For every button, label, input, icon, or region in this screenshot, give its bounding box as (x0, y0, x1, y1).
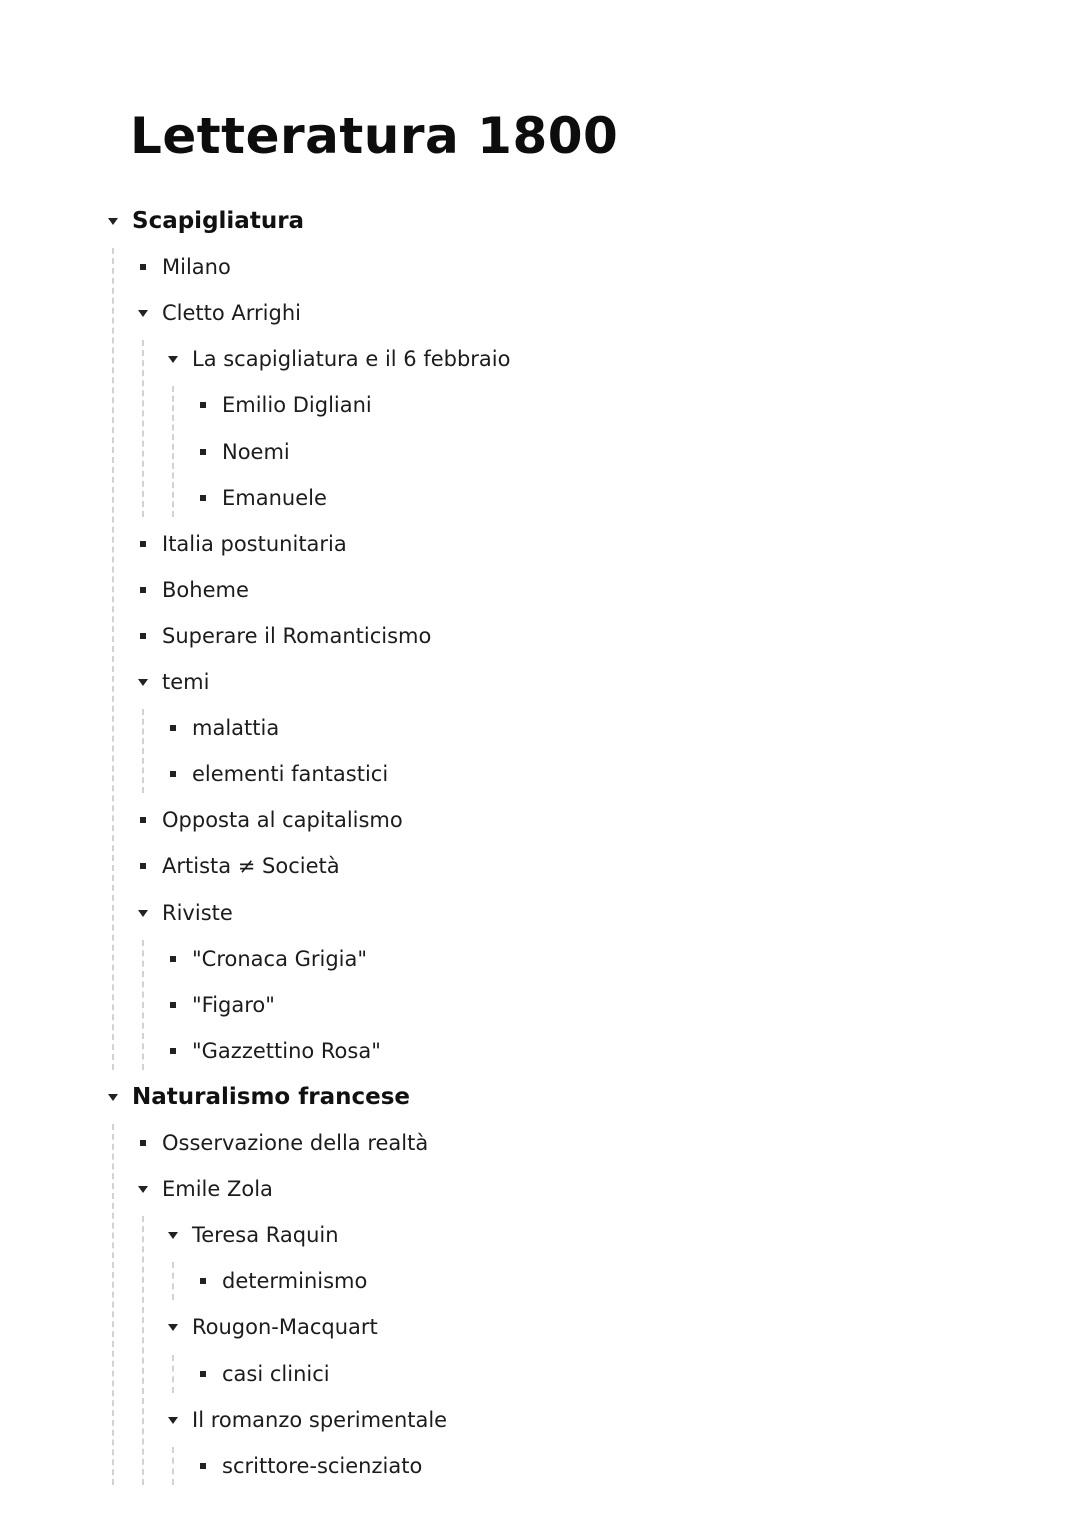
bullet-icon (200, 495, 206, 501)
outline-item-label: Il romanzo sperimentale (192, 1407, 448, 1432)
outline-item-label: Emanuele (222, 485, 327, 510)
outline-item-label: determinismo (222, 1269, 368, 1294)
caret-down-icon[interactable] (168, 356, 178, 363)
indent-guide (112, 1124, 114, 1485)
outline-item-label: "Gazzettino Rosa" (192, 1038, 381, 1063)
bullet-icon (140, 863, 146, 869)
outline-item-label: scrittore-scienziato (222, 1453, 423, 1478)
outline-item-label: Emilio Digliani (222, 393, 372, 418)
indent-guide (112, 248, 114, 1070)
outline-item-label: casi clinici (222, 1361, 330, 1386)
bullet-icon (140, 541, 146, 547)
caret-down-icon[interactable] (168, 1232, 178, 1239)
indent-guide (172, 1447, 174, 1485)
caret-down-icon[interactable] (108, 1094, 118, 1101)
bullet-icon (140, 1140, 146, 1146)
outline-item-label: Naturalismo francese (132, 1083, 410, 1110)
outline-item-label: Teresa Raquin (192, 1223, 339, 1248)
indent-guide (172, 1262, 174, 1300)
bullet-icon (200, 402, 206, 408)
indent-guide (142, 709, 144, 793)
bullet-icon (200, 1463, 206, 1469)
bullet-icon (200, 1278, 206, 1284)
caret-down-icon[interactable] (168, 1324, 178, 1331)
outline-item-label: Opposta al capitalismo (162, 808, 403, 833)
bullet-icon (200, 449, 206, 455)
bullet-icon (200, 1371, 206, 1377)
caret-down-icon[interactable] (168, 1417, 178, 1424)
bullet-icon (140, 264, 146, 270)
outline-item-label: Rougon-Macquart (192, 1315, 378, 1340)
bullet-icon (140, 587, 146, 593)
outline-item-label: Superare il Romanticismo (162, 623, 432, 648)
outline-item-label: "Cronaca Grigia" (192, 946, 368, 971)
outline-item-label: Riviste (162, 900, 233, 925)
bullet-icon (170, 956, 176, 962)
outline-item-label: Noemi (222, 439, 290, 464)
outline-item-label: Artista ≠ Società (162, 854, 340, 879)
indent-guide (142, 340, 144, 516)
indent-guide (172, 386, 174, 516)
caret-down-icon[interactable] (108, 218, 118, 225)
outline-item-label: Scapigliatura (132, 208, 305, 234)
outline-item-label: Osservazione della realtà (162, 1131, 429, 1155)
caret-down-icon[interactable] (138, 310, 148, 317)
bullet-icon (170, 725, 176, 731)
bullet-icon (170, 1048, 176, 1054)
indent-guide (172, 1355, 174, 1393)
page-title: Letteratura 1800 (130, 107, 619, 165)
caret-down-icon[interactable] (138, 910, 148, 917)
outline-item-label: Emile Zola (162, 1177, 273, 1202)
outline-item-label: Boheme (162, 577, 249, 602)
outline-item-label: Milano (162, 255, 231, 280)
bullet-icon (170, 1002, 176, 1008)
outline-item-label: "Figaro" (192, 992, 275, 1017)
bullet-icon (170, 771, 176, 777)
outline-item-label: La scapigliatura e il 6 febbraio (192, 347, 511, 372)
outline-item-label: elementi fantastici (192, 762, 389, 787)
bullet-icon (140, 633, 146, 639)
caret-down-icon[interactable] (138, 1186, 148, 1193)
outline-item-label: temi (162, 670, 210, 694)
bullet-icon (140, 817, 146, 823)
indent-guide (142, 940, 144, 1070)
outline-item-label: Cletto Arrighi (162, 301, 301, 326)
caret-down-icon[interactable] (138, 679, 148, 686)
outline-item-label: Italia postunitaria (162, 531, 347, 556)
outline-item-label: malattia (192, 716, 280, 741)
indent-guide (142, 1216, 144, 1485)
